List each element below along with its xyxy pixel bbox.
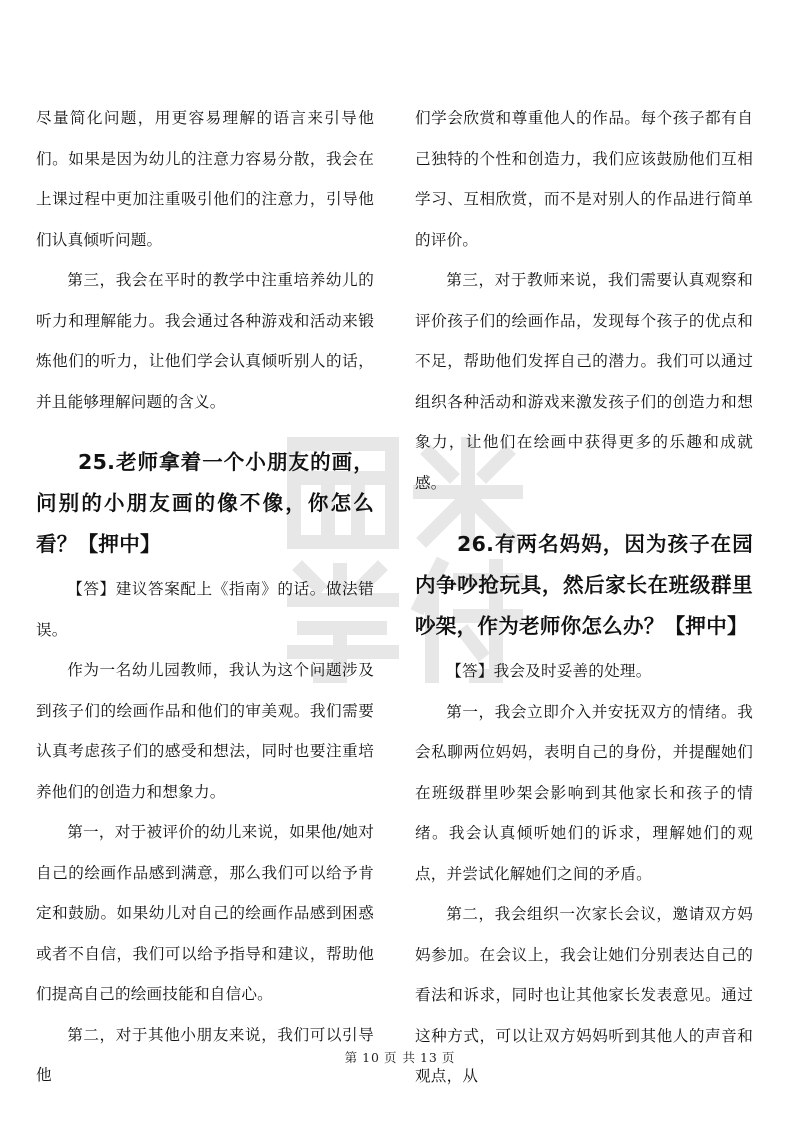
question-25-answer-note: 【答】建议答案配上《指南》的话。做法错误。 xyxy=(36,580,374,639)
footer-prefix: 第 xyxy=(344,1050,359,1065)
paragraph-continuation: 尽量简化问题，用更容易理解的语言来引导他们。如果是因为幼儿的注意力容易分散，我会在上课过程中更加注重吸引他们的注意力，引导他们认真倾听问题。 xyxy=(36,109,374,249)
question-25-number: 25. xyxy=(78,450,116,474)
paragraph-second-point-other-children: 第二，对于其他小朋友来说，我们可以引导他 xyxy=(36,1025,374,1084)
page-number-footer xyxy=(0,1048,800,1066)
question-25-title: 老师拿着一个小朋友的画，问别的小朋友画的像不像，你怎么看？【押中】 xyxy=(36,450,374,556)
question-26-number: 26. xyxy=(457,532,495,556)
paragraph-teacher-view: 作为一名幼儿园教师，我认为这个问题涉及到孩子们的绘画作品和他们的审美观。我们需要认真考虑孩子们的感受和想法，同时也要注重培养他们的创造力和想象力。 xyxy=(36,661,374,801)
paragraph-third-point-listening: 第三，我会在平时的教学中注重培养幼儿的听力和理解能力。我会通过各种游戏和活动来锻炼他们的听力，让他们学会认真倾听别人的话，并且能够理解问题的含义。 xyxy=(36,271,374,411)
paragraph-continuation-appreciation: 们学会欣赏和尊重他人的作品。每个孩子都有自己独特的个性和创造力，我们应该鼓励他们互相学习、互相欣赏，而不是对别人的作品进行简单的评价。 xyxy=(415,109,753,249)
footer-current-page: 10 xyxy=(362,1050,380,1065)
left-column xyxy=(36,98,374,1096)
paragraph-third-point-teacher: 第三，对于教师来说，我们需要认真观察和评价孩子们的绘画作品，发现每个孩子的优点和不足，帮助他们发挥自己的潜力。我们可以通过组织各种活动和游戏来激发孩子们的创造力和想象力，让他们在绘画中获得更多的乐趣和成就感。 xyxy=(415,271,753,492)
question-26-title: 有两名妈妈，因为孩子在园内争吵抢玩具，然后家长在班级群里吵架，作为老师你怎么办？【押中】 xyxy=(415,532,753,638)
question-26-heading xyxy=(415,524,753,647)
paragraph-second-point-meeting: 第二，我会组织一次家长会议，邀请双方妈妈参加。在会议上，我会让她们分别表达自己的看法和诉求，同时也让其他家长发表意见。通过这种方式，可以让双方妈妈听到其他人的声音和观点，从 xyxy=(415,905,753,1085)
footer-total-pages: 13 xyxy=(419,1050,438,1065)
right-column xyxy=(415,98,753,1097)
paragraph-first-point-intervene: 第一，我会立即介入并安抚双方的情绪。我会私聊两位妈妈，表明自己的身份，并提醒她们在班级群里吵架会影响到其他家长和孩子的情绪。我会认真倾听她们的诉求，理解她们的观点，并尝试化解她们之间的矛盾。 xyxy=(415,702,753,883)
footer-suffix: 页 xyxy=(441,1050,456,1065)
footer-middle: 页 共 xyxy=(384,1050,416,1065)
question-26-answer-note: 【答】我会及时妥善的处理。 xyxy=(446,662,652,680)
paragraph-first-point-evaluated-child: 第一，对于被评价的幼儿来说，如果他/她对自己的绘画作品感到满意，那么我们可以给予肯定和鼓励。如果幼儿对自己的绘画作品感到困惑或者不自信，我们可以给予指导和建议，帮助他们提高自己的绘画技能和自信心。 xyxy=(36,823,374,1003)
question-25-heading xyxy=(36,442,374,565)
